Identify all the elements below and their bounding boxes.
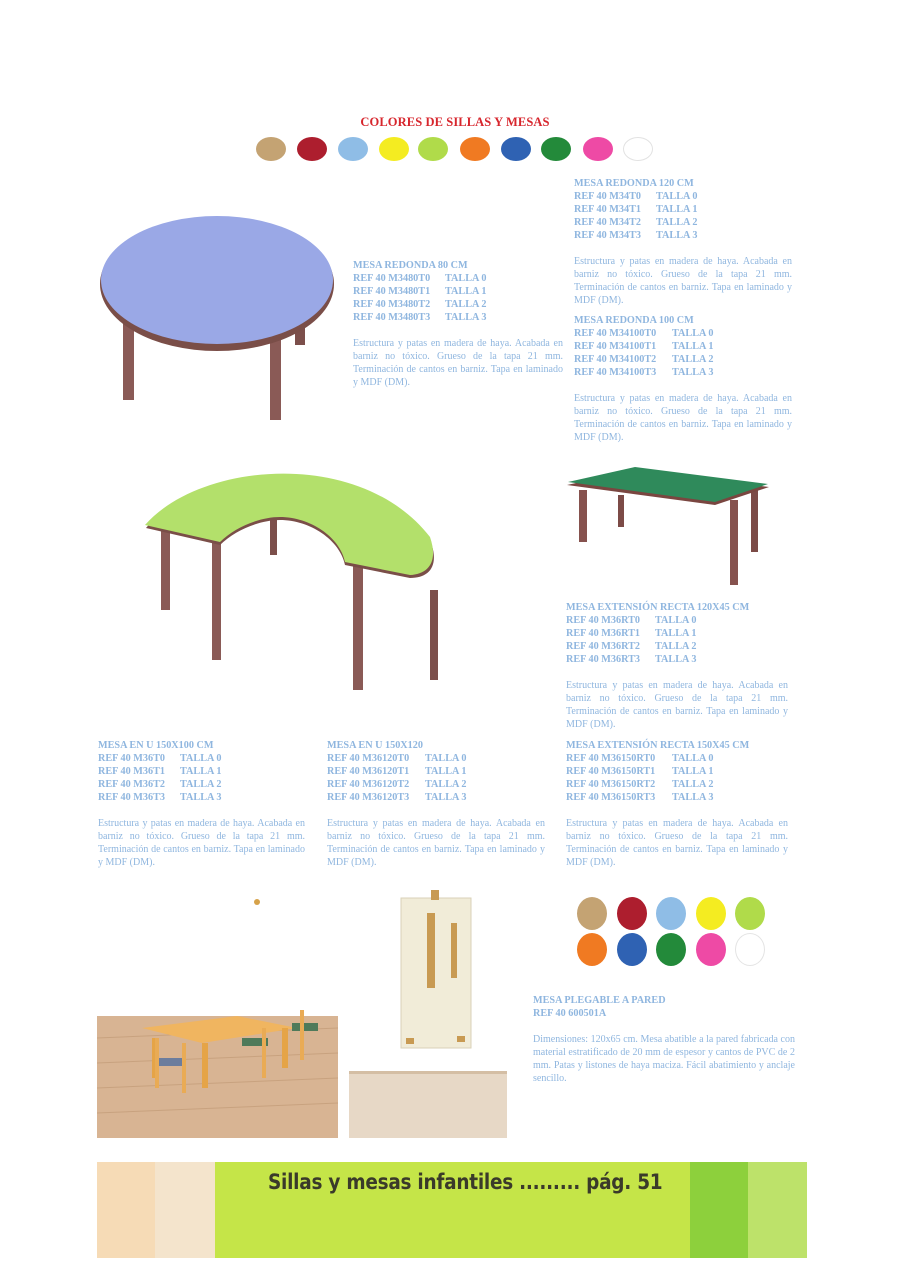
- footer-band-5: [748, 1162, 807, 1258]
- ref-code: REF 40 M36150RT3: [566, 792, 656, 803]
- ref-code: REF 40 M34T1: [574, 204, 641, 215]
- ref-code: REF 40 M36RT1: [566, 628, 640, 639]
- ref-code: REF 40 M36RT0: [566, 615, 640, 626]
- wall-table-photo: [349, 888, 507, 1138]
- ref-size: TALLA 1: [425, 766, 467, 777]
- ref-code: REF 40 M36150RT0: [566, 753, 656, 764]
- ref-row: [566, 614, 788, 627]
- ref-size: TALLA 2: [445, 299, 487, 310]
- classroom-photo: [97, 888, 338, 1138]
- ref-row: [327, 791, 545, 804]
- color-swatch-red: [617, 897, 647, 930]
- color-swatch-pink: [696, 933, 726, 966]
- product-mesa-u-150x100: [98, 739, 305, 869]
- ref-row: [353, 272, 563, 285]
- ref-code: REF 40 M34100T0: [574, 328, 657, 339]
- ref-code: REF 40 M36T1: [98, 766, 165, 777]
- product-description: Estructura y patas en madera de haya. Acabada en barniz no tóxico. Grueso de la tapa 21 mm. Terminación de cantos en barniz. Tapa en laminado y MDF (DM).: [327, 818, 545, 868]
- color-swatch-white: [735, 933, 765, 966]
- color-swatch-lime: [735, 897, 765, 930]
- ref-row: [574, 340, 792, 353]
- ref-row: [353, 285, 563, 298]
- footer-band-4: [690, 1162, 748, 1258]
- ref-row: [574, 327, 792, 340]
- color-swatch-light-blue: [656, 897, 686, 930]
- ref-size: TALLA 0: [445, 273, 487, 284]
- ref-size: TALLA 1: [655, 628, 697, 639]
- product-name: MESA REDONDA 120 CM: [574, 178, 694, 189]
- ref-row: [574, 216, 792, 229]
- ref-code: REF 40 M34100T3: [574, 367, 657, 378]
- round-table-image: [95, 210, 350, 425]
- ref-size: TALLA 0: [672, 753, 714, 764]
- ref-size: TALLA 3: [180, 792, 222, 803]
- ref-code: REF 40 M36150RT2: [566, 779, 656, 790]
- product-name: MESA EXTENSIÓN RECTA 150X45 CM: [566, 740, 750, 751]
- ref-row: [574, 366, 792, 379]
- ref-size: TALLA 3: [655, 654, 697, 665]
- ref-code: REF 40 M36RT3: [566, 654, 640, 665]
- ref-size: TALLA 2: [656, 217, 698, 228]
- color-swatch-blue: [501, 137, 531, 161]
- product-mesa-redonda-100: [574, 314, 792, 444]
- ref-code: REF 40 M36RT2: [566, 641, 640, 652]
- ref-row: [327, 778, 545, 791]
- ref-size: TALLA 1: [672, 766, 714, 777]
- ref-code: REF 40 M36150RT1: [566, 766, 656, 777]
- ref-code: REF 40 M36T3: [98, 792, 165, 803]
- color-swatch-beige: [577, 897, 607, 930]
- ref-size: TALLA 2: [180, 779, 222, 790]
- product-description: Estructura y patas en madera de haya. Acabada en barniz no tóxico. Grueso de la tapa 21 mm. Terminación de cantos en barniz. Tapa en laminado y MDF (DM).: [574, 256, 792, 306]
- ref-code: REF 40 M3480T1: [353, 286, 431, 297]
- color-swatch-lime: [418, 137, 448, 161]
- ref-row: [574, 203, 792, 216]
- product-mesa-plegable: [533, 994, 795, 1085]
- ref-code: REF 40 M3480T3: [353, 312, 431, 323]
- color-swatch-orange: [577, 933, 607, 966]
- product-mesa-redonda-80: [353, 259, 563, 389]
- color-swatch-light-blue: [338, 137, 368, 161]
- color-swatch-yellow: [696, 897, 726, 930]
- ref-size: TALLA 0: [656, 191, 698, 202]
- color-swatch-orange: [460, 137, 490, 161]
- color-swatch-pink: [583, 137, 613, 161]
- ref-row: [574, 190, 792, 203]
- product-description: Estructura y patas en madera de haya. Acabada en barniz no tóxico. Grueso de la tapa 21 mm. Terminación de cantos en barniz. Tapa en laminado y MDF (DM).: [353, 338, 563, 388]
- footer-band-2: [155, 1162, 215, 1258]
- ref-size: TALLA 3: [445, 312, 487, 323]
- ref-row: [574, 353, 792, 366]
- ref-size: TALLA 1: [656, 204, 698, 215]
- color-swatch-green: [656, 933, 686, 966]
- ref-row: [327, 752, 545, 765]
- product-mesa-extension-120: [566, 601, 788, 731]
- ref-row: [566, 752, 788, 765]
- ref-row: [566, 640, 788, 653]
- ref-size: TALLA 0: [180, 753, 222, 764]
- color-swatch-red: [297, 137, 327, 161]
- ref-code: REF 40 M34T0: [574, 191, 641, 202]
- ref-row: [98, 778, 305, 791]
- ref-size: TALLA 0: [425, 753, 467, 764]
- ref-row: [566, 627, 788, 640]
- ref-code: REF 40 M36120T2: [327, 779, 410, 790]
- product-name: MESA EN U 150X100 CM: [98, 740, 214, 751]
- ref-code: REF 40 M34T2: [574, 217, 641, 228]
- ref-row: [566, 765, 788, 778]
- ref-row: [566, 778, 788, 791]
- product-description: Estructura y patas en madera de haya. Acabada en barniz no tóxico. Grueso de la tapa 21 mm. Terminación de cantos en barniz. Tapa en laminado y MDF (DM).: [98, 818, 305, 868]
- ref-row: [98, 752, 305, 765]
- ref-size: TALLA 2: [655, 641, 697, 652]
- product-description: Estructura y patas en madera de haya. Acabada en barniz no tóxico. Grueso de la tapa 21 mm. Terminación de cantos en barniz. Tapa en laminado y MDF (DM).: [566, 818, 788, 868]
- product-name: MESA REDONDA 100 CM: [574, 315, 694, 326]
- color-swatch-yellow: [379, 137, 409, 161]
- product-description: Estructura y patas en madera de haya. Acabada en barniz no tóxico. Grueso de la tapa 21 mm. Terminación de cantos en barniz. Tapa en laminado y MDF (DM).: [574, 393, 792, 443]
- ref-row: [566, 653, 788, 666]
- product-name: MESA EXTENSIÓN RECTA 120X45 CM: [566, 602, 750, 613]
- ref-row: [574, 229, 792, 242]
- rect-table-image: [565, 465, 770, 590]
- ref-code: REF 40 M36120T0: [327, 753, 410, 764]
- product-name: MESA EN U 150X120: [327, 740, 423, 751]
- ref-code: REF 40 M36120T1: [327, 766, 410, 777]
- ref-row: [353, 311, 563, 324]
- ref-size: TALLA 3: [656, 230, 698, 241]
- ref-size: TALLA 1: [445, 286, 487, 297]
- ref-row: [98, 765, 305, 778]
- ref-code: REF 40 M3480T0: [353, 273, 431, 284]
- ref-row: [327, 765, 545, 778]
- ref-code: REF 40 600501A: [533, 1008, 607, 1019]
- ref-row: [353, 298, 563, 311]
- color-swatch-blue: [617, 933, 647, 966]
- color-swatch-beige: [256, 137, 286, 161]
- product-mesa-u-150x120: [327, 739, 545, 869]
- ref-size: TALLA 2: [672, 354, 714, 365]
- product-description: Estructura y patas en madera de haya. Acabada en barniz no tóxico. Grueso de la tapa 21 mm. Terminación de cantos en barniz. Tapa en laminado y MDF (DM).: [566, 680, 788, 730]
- ref-code: REF 40 M34100T2: [574, 354, 657, 365]
- ref-size: TALLA 3: [672, 367, 714, 378]
- color-swatch-green: [541, 137, 571, 161]
- ref-row: [566, 791, 788, 804]
- ref-code: REF 40 M36120T3: [327, 792, 410, 803]
- u-table-image: [140, 460, 440, 695]
- product-mesa-redonda-120: [574, 177, 792, 307]
- ref-code: REF 40 M36T0: [98, 753, 165, 764]
- ref-size: TALLA 1: [180, 766, 222, 777]
- ref-size: TALLA 0: [655, 615, 697, 626]
- ref-size: TALLA 2: [425, 779, 467, 790]
- ref-code: REF 40 M36T2: [98, 779, 165, 790]
- footer-band-1: [97, 1162, 155, 1258]
- footer-page-title: Sillas y mesas infantiles ......... pág. 51: [268, 1170, 663, 1194]
- ref-code: REF 40 M3480T2: [353, 299, 431, 310]
- ref-size: TALLA 3: [425, 792, 467, 803]
- ref-size: TALLA 3: [672, 792, 714, 803]
- product-mesa-extension-150: [566, 739, 788, 869]
- product-name: MESA PLEGABLE A PARED: [533, 995, 666, 1006]
- color-swatch-white: [623, 137, 653, 161]
- product-description: Dimensiones: 120x65 cm. Mesa abatible a la pared fabricada con material estratificado de 20 mm de espesor y cantos de PVC de 2 mm. Patas y listones de haya maciza. Fácil abatimiento y anclaje sencillo.: [533, 1034, 795, 1084]
- ref-row: [98, 791, 305, 804]
- ref-size: TALLA 1: [672, 341, 714, 352]
- product-name: MESA REDONDA 80 CM: [353, 260, 468, 271]
- ref-size: TALLA 0: [672, 328, 714, 339]
- colors-title: COLORES DE SILLAS Y MESAS: [360, 115, 550, 129]
- ref-code: REF 40 M34T3: [574, 230, 641, 241]
- ref-size: TALLA 2: [672, 779, 714, 790]
- ref-code: REF 40 M34100T1: [574, 341, 657, 352]
